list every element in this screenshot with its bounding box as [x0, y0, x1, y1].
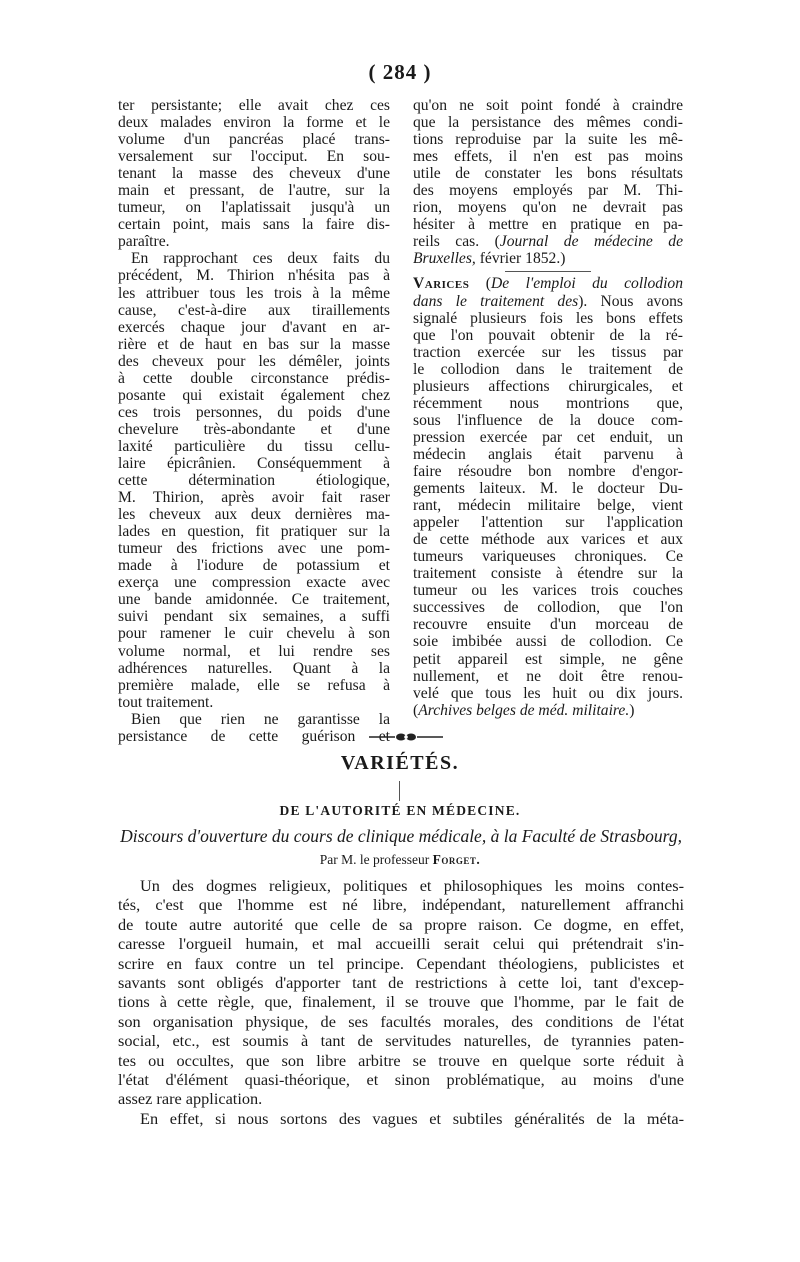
text-line: scrire en faux contre un tel principe. Cependant théologiens, publicistes et [118, 953, 684, 973]
varices-title: De l'emploi du collodion [490, 275, 683, 293]
text-line: En rapprochant ces deux faits du [131, 250, 390, 268]
divider-rule [505, 271, 591, 272]
citation-line [413, 250, 683, 267]
text-line: précédent, M. Thirion n'hésita pas à [118, 267, 390, 285]
text-line: recouvre ensuite d'un morceau de [413, 616, 683, 634]
text-line: adhérences naturelles. Quant à la [118, 659, 390, 677]
text-line: que l'on pouvait obtenir de la ré- [413, 326, 683, 344]
paren-close: ). [578, 292, 588, 310]
text-line: première malade, elle se refusa à [118, 676, 390, 694]
subtitle-part: Discours d'ouverture du cours de clinique médicale, à la [120, 826, 518, 846]
text-line: de toute autre autorité que celle de sa propre raison. Ce dogme, en effet, [118, 914, 684, 934]
text-line: ter persistante; elle avait chez ces [118, 97, 390, 114]
text-line: traction exercée sur les tissus par [413, 343, 683, 361]
paren-open: ( [485, 275, 491, 293]
text-line: volume normal, et lui rendre ses [118, 642, 390, 660]
text-line: deux malades environ la forme et le [118, 114, 390, 132]
text-line: exercés chaque jour d'avant en ar- [118, 318, 390, 336]
text-line: tes ou occultes, que son libre arbitre se trouve en quelque sorte réduit à [118, 1050, 684, 1070]
text-fragment: reils cas. [413, 233, 480, 251]
text-line: chevelure très-abondante et d'une [118, 420, 390, 438]
text-line: à cette double circonstance prédis- [118, 369, 390, 387]
divider-dash [399, 781, 400, 801]
text-line: les attribuer tous les trois à la même [118, 284, 390, 302]
text-line: le collodion dans le traitement de [413, 360, 683, 378]
text-line: nullement, et ne doit être renou- [413, 667, 683, 685]
text-line: traitement consiste à étendre sur la [413, 565, 683, 583]
text-line: tés, c'est que l'homme est né libre, indépendant, naturellement affranchi [118, 895, 684, 915]
section-title: VARIÉTÉS. [340, 752, 460, 774]
varices-heading: Varices [413, 275, 470, 293]
text-line: tions à cette règle, que, finalement, il se trouve que l'homme, par le fait de [118, 992, 684, 1012]
text-line: ces trois personnes, du poids d'une [118, 403, 390, 421]
author-line [0, 852, 800, 868]
text-line: mes effets, il n'en est pas moins [413, 148, 683, 166]
right-column [413, 97, 683, 719]
text-line: récemment nous montrions que, [413, 394, 683, 412]
text-line: cause, c'est-à-dire aux tiraillements [118, 301, 390, 319]
varices-lead: Nous avons [600, 292, 684, 310]
text-line: Bien que rien ne garantisse la [131, 710, 390, 728]
ornament-divider-icon [367, 730, 445, 744]
text-line: rant, médecin militaire belge, vient [413, 497, 683, 515]
text-line: velé que tous les huit ou dix jours. [413, 684, 683, 702]
text-line: tenant la masse des cheveux d'une [118, 165, 390, 183]
text-line: soie imbibée aussi de collodion. Ce [413, 633, 683, 651]
text-line: versalement sur l'occiput. En sou- [118, 148, 390, 166]
text-line: main et pressant, de l'autre, sur la [118, 182, 390, 200]
text-line: gements laiteux. M. le docteur Du- [413, 480, 683, 498]
text-line: l'état d'élément quasi-théorique, et sinon problématique, au moins d'une [118, 1070, 684, 1090]
left-column [118, 97, 390, 745]
text-line: paraître. [118, 233, 170, 251]
text-line: volume d'un pancréas placé trans- [118, 131, 390, 149]
article-body [118, 876, 684, 1128]
text-line: made à l'iodure de potassium et [118, 557, 390, 575]
text-line: laire épicrânien. Conséquemment à [118, 454, 390, 472]
text-line: tumeur ou les varices trois couches [413, 582, 683, 600]
text-line: certain point, mais sans la faire dis- [118, 216, 390, 234]
text-line: pression exercée par cet enduit, un [413, 428, 683, 446]
text-line: son organisation physique, de ses facultés morales, des conditions de l'état [118, 1011, 684, 1031]
text-line: suivi pendant six semaines, a suffi [118, 608, 390, 626]
text-line: utile de constater les bons résultats [413, 165, 683, 183]
text-line: assez rare application. [118, 1089, 263, 1109]
text-line: plusieurs affections chirurgicales, et [413, 377, 683, 395]
text-line: laxité particulière du tissu cellu- [118, 437, 390, 455]
text-line: des moyens employés par M. Thi- [413, 182, 683, 200]
text-line: des cheveux pour les démêler, joints [118, 352, 390, 370]
text-line: qu'on ne soit point fondé à craindre [413, 97, 683, 114]
text-line: exerça une compression exacte avec [118, 574, 390, 592]
citation-archives: Archives belges de méd. militaire. [418, 701, 630, 719]
author-prefix: Par M. le professeur [319, 852, 430, 867]
author-name: Forget. [432, 852, 481, 867]
subtitle-institution: Faculté de Strasbourg, [521, 826, 682, 846]
text-line: médecin anglais était parvenu à [413, 445, 683, 463]
text-line: lades en question, fit pratiquer sur la [118, 523, 390, 541]
text-line: tumeur des frictions avec une pom- [118, 540, 390, 558]
journal-date: février 1852.) [479, 250, 566, 268]
page-number: ( 284 ) [368, 60, 432, 84]
text-line: sous l'influence de la douce com- [413, 411, 683, 429]
text-line: faire résoudre bon nombre d'engor- [413, 462, 683, 480]
text-line: une bande amidonnée. Ce traitement, [118, 591, 390, 609]
text-line: cette détermination étiologique, [118, 472, 390, 490]
journal-name: Journal de médecine de [499, 233, 684, 251]
text-line: tout traitement. [118, 693, 214, 711]
text-line: savants sont obligés d'apporter tant de restrictions à cette loi, tant d'excep- [118, 973, 684, 993]
text-line: M. Thirion, après avoir fait raser [118, 489, 390, 507]
text-line: persistance de cette guérison et [118, 727, 390, 745]
text-line: que la persistance des mêmes condi- [413, 114, 683, 132]
text-line: signalé plusieurs fois les bons effets [413, 309, 683, 327]
text-line: caresse l'orgueil humain, et mal accueilli serait celui qui prétendrait s'in- [118, 934, 684, 954]
text-line: Un des dogmes religieux, politiques et philosophiques les moins contes- [140, 876, 684, 895]
text-line: pour ramener le cuir chevelu à son [118, 625, 390, 643]
article-subtitle [118, 826, 684, 847]
text-line: tumeur, on l'aplatissait jusqu'à un [118, 199, 390, 217]
text-line: appeler l'attention sur l'application [413, 514, 683, 532]
text-line: rion, moyens qu'on ne devrait pas [413, 199, 683, 217]
varices-heading-line [413, 275, 683, 292]
text-line: de cette méthode aux varices et aux [413, 531, 683, 549]
text-line: social, etc., est soumis à tant de servitudes naturelles, de tyrannies paten- [118, 1031, 684, 1051]
text-line: rière et de haut en bas sur la masse [118, 335, 390, 353]
text-line: En effet, si nous sortons des vagues et subtiles généralités de la méta- [140, 1108, 684, 1128]
text-line: les cheveux aux deux dernières ma- [118, 506, 390, 524]
text-line: tumeurs variqueuses chroniques. Ce [413, 548, 683, 566]
citation-line: (Archives belges de méd. militaire.) [413, 701, 635, 719]
text-line: tions reproduise par la suite les mê- [413, 131, 683, 149]
article-title: DE L'AUTORITÉ EN MÉDECINE. [279, 803, 521, 818]
text-line: successives de collodion, que l'on [413, 599, 683, 617]
text-line: posante qui existait également chez [118, 386, 390, 404]
varices-title-line [413, 293, 683, 310]
varices-title-cont: dans le traitement des [413, 292, 579, 310]
text-line: petit appareil est simple, ne gêne [413, 650, 683, 668]
citation-line: reils cas. (Journal de médecine de [413, 233, 684, 251]
text-line: hésiter à mettre en pratique en pa- [413, 216, 683, 234]
journal-place: Bruxelles, [413, 250, 476, 268]
